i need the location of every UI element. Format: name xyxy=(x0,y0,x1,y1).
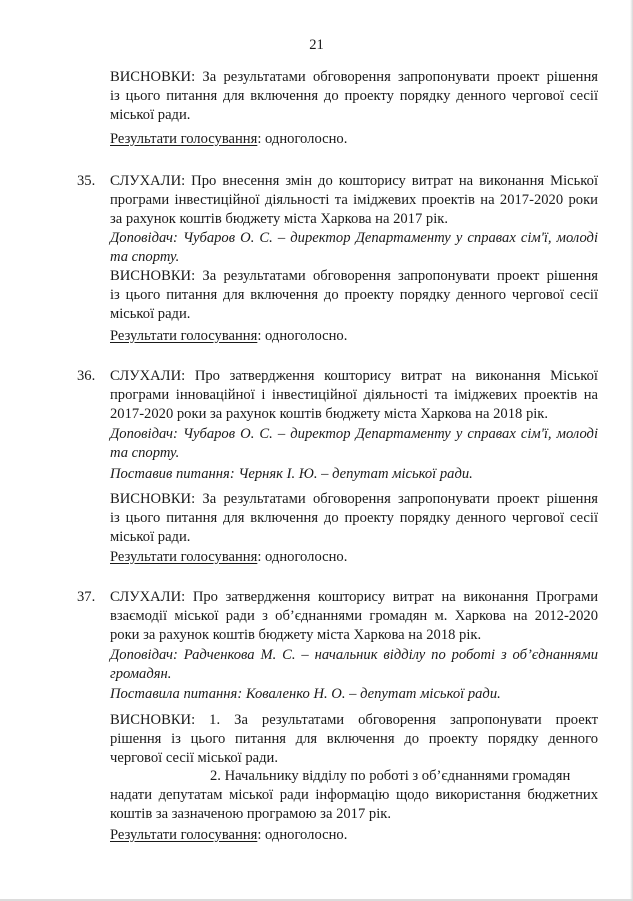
heard-line: 2017-2020 роки за рахунок коштів бюджету міста Харкова на 2018 рік. xyxy=(110,406,549,422)
item-35-vote xyxy=(110,327,598,346)
extra-line: 2. Начальнику відділу по роботі з об’єднаннями громадян xyxy=(210,768,571,784)
speaker-line: та спорту. xyxy=(110,249,180,265)
item-36-vote xyxy=(110,548,598,567)
vote-value: : одноголосно. xyxy=(257,131,348,147)
item-36-conclusions xyxy=(110,490,598,547)
pre-item-conclusions xyxy=(110,68,598,125)
heard-line: СЛУХАЛИ: Про внесення змін до кошторису витрат на виконання Міської xyxy=(110,173,598,189)
item-number: 37. xyxy=(77,589,96,605)
speaker-line: Доповідач: Чубаров О. С. – директор Департаменту у справах сім'ї, молоді xyxy=(110,426,598,442)
conclusions-line: міської ради. xyxy=(110,107,191,123)
conclusions-line: ВИСНОВКИ: За результатами обговорення запропонувати проект рішення xyxy=(110,491,598,507)
conclusions-line: із цього питання для включення до проекту порядку денного чергової сесії xyxy=(110,510,598,526)
vote-label: Результати голосування xyxy=(110,328,258,344)
heard-line: роки за рахунок коштів бюджету міста Харкова на 2018 рік. xyxy=(110,627,482,643)
extra-line: коштів за зазначеною програмою за 2017 рік. xyxy=(110,806,391,822)
heard-line: програми інноваційної і інвестиційної діяльності та іміджевих проектів на xyxy=(110,387,598,403)
extra-line: надати депутатам міської ради інформацію щодо використання бюджетних xyxy=(110,787,598,803)
item-number: 36. xyxy=(77,368,96,384)
conclusions-line: із цього питання для включення до проекту порядку денного чергової сесії xyxy=(110,287,598,303)
vote-value: : одноголосно. xyxy=(257,328,348,344)
heard-line: взаємодії міської ради з об’єднаннями громадян м. Харкова на 2012-2020 xyxy=(110,608,598,624)
speaker-line: Доповідач: Чубаров О. С. – директор Департаменту у справах сім'ї, молоді xyxy=(110,230,598,246)
pre-item-vote xyxy=(110,130,598,149)
item-37-heard xyxy=(110,588,598,645)
item-35-speaker xyxy=(110,229,598,267)
item-36-speaker xyxy=(110,425,598,463)
heard-line: СЛУХАЛИ: Про затвердження кошторису витрат на виконання Програми xyxy=(110,589,598,605)
page-number: 21 xyxy=(309,37,324,53)
vote-value: : одноголосно. xyxy=(257,827,348,843)
vote-value: : одноголосно. xyxy=(257,549,348,565)
conclusions-line: ВИСНОВКИ: За результатами обговорення запропонувати проект рішення xyxy=(110,268,598,284)
conclusions-line: міської ради. xyxy=(110,529,191,545)
speaker-line: та спорту. xyxy=(110,445,180,461)
conclusions-line: міської ради. xyxy=(110,306,191,322)
conclusions-line: чергової сесії міської ради. xyxy=(110,750,278,766)
item-36-heard xyxy=(110,367,598,424)
conclusions-line: рішення із цього питання для включення до проекту порядку денного xyxy=(110,731,598,747)
heard-line: програми інвестиційної діяльності та іміджевих проектів на 2017-2020 роки xyxy=(110,192,598,208)
item-number: 35. xyxy=(77,173,96,189)
item-37-speaker xyxy=(110,646,598,684)
heard-line: за рахунок коштів бюджету міста Харкова на 2017 рік. xyxy=(110,211,449,227)
conclusions-line: із цього питання для включення до проекту порядку денного чергової сесії xyxy=(110,88,598,104)
item-37-raised xyxy=(110,685,598,704)
speaker-line: громадян. xyxy=(110,666,172,682)
item-35-conclusions xyxy=(110,267,598,324)
vote-label: Результати голосування xyxy=(110,131,258,147)
item-37-extra xyxy=(110,767,598,824)
raised-line: Поставив питання: Черняк І. Ю. – депутат міської ради. xyxy=(110,466,473,482)
item-37-conclusions xyxy=(110,711,598,768)
heard-line: СЛУХАЛИ: Про затвердження кошторису витрат на виконання Міської xyxy=(110,368,598,384)
item-37-vote xyxy=(110,826,598,845)
item-35-heard xyxy=(110,172,598,229)
conclusions-line: ВИСНОВКИ: За результатами обговорення запропонувати проект рішення xyxy=(110,69,598,85)
speaker-line: Доповідач: Радченкова М. С. – начальник відділу по роботі з об’єднаннями xyxy=(110,647,598,663)
vote-label: Результати голосування xyxy=(110,827,258,843)
vote-label: Результати голосування xyxy=(110,549,258,565)
item-36-raised xyxy=(110,465,598,484)
conclusions-line: ВИСНОВКИ: 1. За результатами обговорення запропонувати проект xyxy=(110,712,598,728)
raised-line: Поставила питання: Коваленко Н. О. – депутат міської ради. xyxy=(110,686,501,702)
